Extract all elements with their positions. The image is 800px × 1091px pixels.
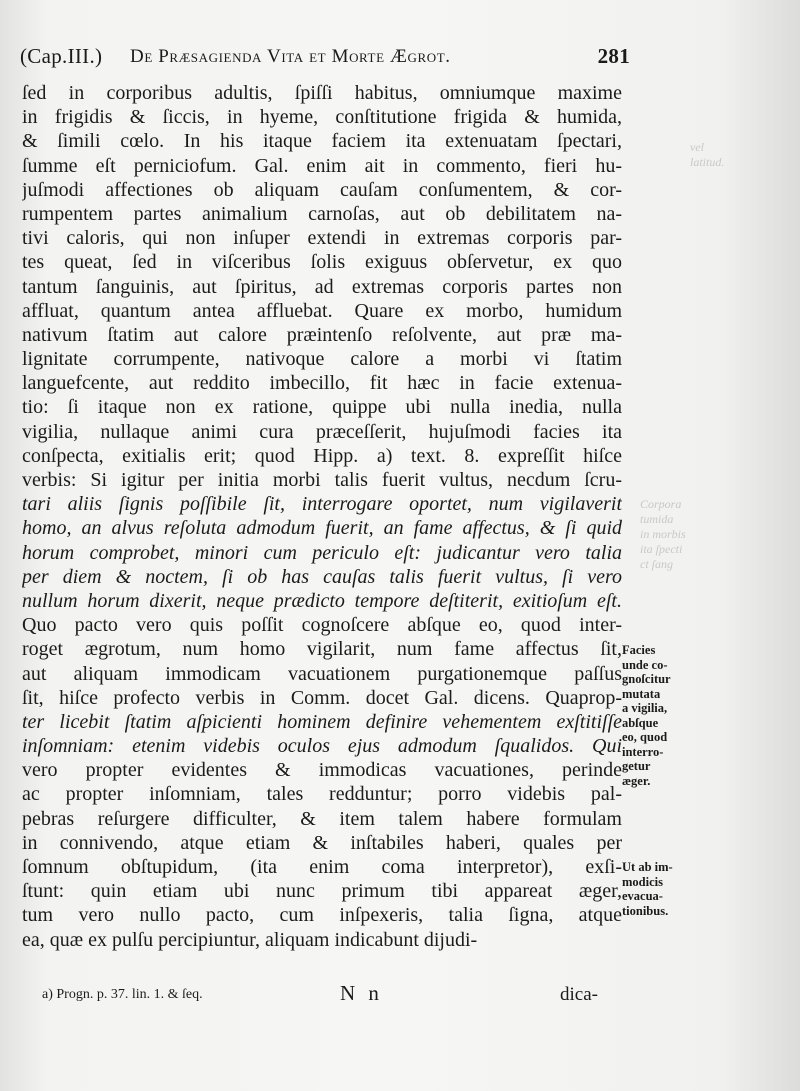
text-line: conſpecta, exitialis erit; quod Hipp. a) text. 8. expreſſit hiſce [22, 444, 622, 467]
text-line: affluat, quantum antea affluebat. Quare ex morbo, humidum [22, 299, 622, 322]
text-line: tari aliis ſignis poſſibile ſit, interrogare oportet, num vigilaverit [22, 493, 622, 516]
main-text-block [22, 81, 622, 952]
text-line: ſed in corporibus adultis, ſpiſſi habitus, omniumque maxime [22, 82, 622, 104]
margin-note-line: interro- [622, 744, 664, 759]
text-line: languefcente, aut reddito imbecillo, fit hæc in facie extenua- [22, 372, 622, 395]
margin-note-line: unde co- [622, 657, 668, 672]
text-line: tes queat, ſed in viſceribus ſolis exiguus obſervetur, ex quo [22, 251, 622, 274]
text-line: tum vero nullo pacto, cum inſpexeris, talia ſigna, atque [22, 904, 622, 927]
text-line: lignitate corrumpente, nativoque calore a morbi vi ſtatim [22, 348, 622, 371]
margin-note-line: modicis [622, 874, 663, 889]
text-line: homo, an alvus reſoluta admodum fuerit, an fame affectus, & ſi quid [22, 517, 622, 540]
catchword: dica- [560, 984, 598, 1005]
text-line: verbis: Si igitur per initia morbi talis fuerit vultus, necdum ſcru- [22, 469, 622, 491]
text-line: inſomniam: etenim videbis oculos ejus admodum ſqualidos. Qui [22, 735, 622, 758]
text-line: ea, quæ ex pulſu percipiuntur, aliquam indicabunt dijudi- [22, 928, 478, 951]
margin-note-line: getur [622, 759, 651, 773]
text-line: in connivendo, atque etiam & inſtabiles haberi, quales per [22, 831, 622, 854]
text-line: ſtunt: quin etiam ubi nunc primum tibi appareat æger, [22, 880, 622, 903]
bleed-through-note-1 [690, 140, 724, 170]
margin-note-line: tionibus. [622, 903, 669, 918]
margin-note-line: eo, quod [622, 730, 668, 744]
bleed-through-line: latitud. [690, 155, 725, 169]
margin-note-line: æger. [622, 773, 651, 788]
text-line: nativum ſtatim aut calore præintenſo reſolvente, aut præ ma- [22, 323, 622, 346]
text-line: Quo pacto vero quis poſſit cognoſcere abſque eo, quod inter- [22, 614, 622, 637]
bleed-through-line: ct ſang [640, 557, 673, 571]
bleed-through-line: ita ſpecti [640, 542, 683, 556]
footnote: a) Progn. p. 37. lin. 1. & ſeq. [42, 987, 203, 1002]
chapter-label: (Cap.III.) [20, 44, 103, 68]
text-line: ſumme eſt perniciofum. Gal. enim ait in commento, fieri hu- [22, 154, 622, 177]
text-line: horum comprobet, minori cum periculo eſt: judicantur vero talia [22, 541, 622, 564]
text-line: & ſimili cœlo. In his itaque faciem ita extenuatam ſpectari, [22, 130, 622, 153]
page-number: 281 [597, 44, 630, 68]
bleed-through-line: tumida [640, 512, 674, 526]
bleed-through-line: in morbis [640, 527, 686, 541]
margin-note-line: evacua- [622, 889, 663, 903]
text-line: nullum horum dixerit, neque prædicto tempore deſtiterit, exitioſum eſt. [22, 589, 622, 612]
text-line: vigilia, nullaque animi cura præceſſerit, hujuſmodi facies ita [22, 420, 622, 443]
margin-note-line: Ut ab im- [622, 860, 673, 874]
text-line: juſmodi affectiones ob aliquam cauſam conſumentem, & cor- [22, 178, 622, 201]
margin-note-line: a vigilia, [622, 701, 668, 715]
text-line: roget ægrotum, num homo vigilarit, num fame affectus ſit, [22, 638, 622, 661]
text-line: in frigidis & ſiccis, in hyeme, conſtitutione frigida & humida, [22, 106, 622, 129]
text-line: rumpentem partes animalium carnoſas, aut ob debilitatem na- [22, 202, 622, 225]
text-line: aut aliquam immodicam vacuationem purgationemque paſſus [22, 662, 622, 685]
bleed-through-note-2 [640, 497, 686, 572]
margin-note-line: gnoſcitur [622, 672, 671, 686]
margin-note-evacuationibus [622, 860, 700, 918]
text-line: ſit, hiſce profecto verbis in Comm. docet Gal. dicens. Quaprop- [22, 686, 622, 709]
margin-note-line: abſque [622, 715, 659, 730]
running-header [20, 40, 630, 74]
margin-note-facies [622, 643, 700, 788]
running-title: De Præsagienda Vita et Morte Ægrot. [130, 46, 451, 67]
text-line: pebras reſurgere difficulter, & item talem habere formulam [22, 807, 622, 830]
text-line: tio: ſi itaque non ex ratione, quippe ubi nulla inedia, nulla [22, 396, 622, 419]
bleed-through-line: Corpora [640, 497, 682, 511]
text-line: tivi caloris, qui non inſuper extendi in extremas corporis par- [22, 227, 622, 250]
text-line: per diem & noctem, ſi ob has cauſas talis fuerit vultus, ſi vero [22, 565, 622, 588]
text-line: ter licebit ſtatim aſpicienti hominem definire vehementem exſtitiſſe [22, 710, 622, 733]
margin-note-line: mutata [622, 686, 661, 701]
text-line: ac propter inſomniam, tales redduntur; porro videbis pal- [22, 783, 622, 806]
text-line: tantum ſanguinis, aut ſpiritus, ad extremas corporis partes non [22, 275, 622, 298]
signature-mark: N n [340, 981, 383, 1005]
text-line: ſomnum obſtupidum, (ita enim coma interpretor), exſi- [22, 856, 622, 878]
margin-note-line: Facies [622, 643, 656, 657]
text-line: vero propter evidentes & immodicas vacuationes, perinde [22, 759, 622, 782]
bleed-through-line: vel [690, 140, 704, 154]
